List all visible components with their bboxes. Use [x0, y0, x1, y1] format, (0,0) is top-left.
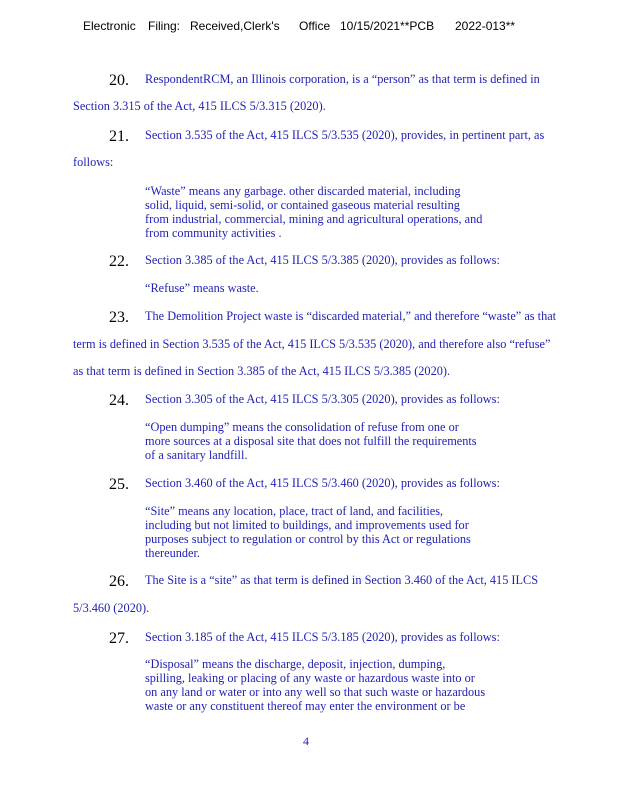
paragraph-text-line: Section 3.305 of the Act, 415 ILCS 5/3.305 (2020), provides as follows:: [145, 392, 500, 406]
paragraph-text-line: The Demolition Project waste is “discarded material,” and therefore “waste” as that: [145, 309, 557, 323]
block-quote-line: “Disposal” means the discharge, deposit, injection, dumping,: [145, 657, 446, 671]
paragraph-text-line: as that term is defined in Section 3.385 of the Act, 415 ILCS 5/3.385 (2020).: [73, 364, 451, 378]
paragraph-text-line: term is defined in Section 3.535 of the Act, 415 ILCS 5/3.535 (2020), and therefore also “refuse”: [73, 337, 551, 351]
stamp-electronic: Electronic: [83, 19, 136, 33]
block-quote-line: waste or any constituent thereof may enter the environment or be: [145, 699, 466, 713]
paragraph-text-line: Section 3.385 of the Act, 415 ILCS 5/3.385 (2020), provides as follows:: [145, 253, 500, 267]
stamp-received: Received,Clerk's: [190, 19, 280, 33]
paragraph-number: 21.: [109, 128, 129, 145]
paragraph-text-line: Section 3.460 of the Act, 415 ILCS 5/3.460 (2020), provides as follows:: [145, 476, 500, 490]
block-quote-line: “Open dumping” means the consolidation of refuse from one or: [145, 420, 459, 434]
paragraph-number: 20.: [109, 72, 129, 89]
paragraph-number: 27.: [109, 630, 129, 647]
paragraph-number: 22.: [109, 253, 129, 270]
block-quote-line: purposes subject to regulation or control by this Act or regulations: [145, 532, 471, 546]
block-quote-line: “Site” means any location, place, tract of land, and facilities,: [145, 504, 444, 518]
paragraph-text-line: Section 3.535 of the Act, 415 ILCS 5/3.535 (2020), provides, in pertinent part, as: [145, 128, 545, 142]
paragraph-text-line: Section 3.185 of the Act, 415 ILCS 5/3.185 (2020), provides as follows:: [145, 630, 500, 644]
stamp-office: Office: [299, 19, 331, 33]
block-quote-line: spilling, leaking or placing of any waste or hazardous waste into or: [145, 671, 475, 685]
block-quote-line: “Waste” means any garbage. other discarded material, including: [145, 184, 461, 198]
block-quote-line: including but not limited to buildings, and improvements used for: [145, 518, 469, 532]
paragraph-number: 24.: [109, 392, 129, 409]
block-quote-line: more sources at a disposal site that does not fulfill the requirements: [145, 434, 477, 448]
block-quote-line: on any land or water or into any well so that such waste or hazardous: [145, 685, 486, 699]
paragraph-number: 25.: [109, 476, 129, 493]
block-quote-line: from industrial, commercial, mining and agricultural operations, and: [145, 212, 483, 226]
paragraph-text-line: follows:: [73, 155, 114, 169]
paragraph-number: 26.: [109, 573, 129, 590]
page-number: 4: [303, 734, 309, 748]
block-quote-line: solid, liquid, semi-solid, or contained gaseous material resulting: [145, 198, 460, 212]
stamp-filing: Filing:: [148, 19, 181, 33]
paragraph-number: 23.: [109, 309, 129, 326]
filing-stamp-header: [0, 19, 618, 35]
block-quote-line: thereunder.: [145, 546, 200, 560]
block-quote-line: of a sanitary landfill.: [145, 448, 248, 462]
block-quote-line: “Refuse” means waste.: [145, 281, 259, 295]
paragraph-text-line: Section 3.315 of the Act, 415 ILCS 5/3.315 (2020).: [73, 99, 326, 113]
paragraph-text-line: 5/3.460 (2020).: [73, 601, 150, 615]
paragraph-text-line: The Site is a “site” as that term is defined in Section 3.460 of the Act, 415 ILCS: [145, 573, 539, 587]
paragraph-text-line: RespondentRCM, an Illinois corporation, is a “person” as that term is defined in: [145, 72, 540, 86]
stamp-case-number: 2022-013**: [455, 19, 516, 33]
stamp-date: 10/15/2021**PCB: [340, 19, 435, 33]
block-quote-line: from community activities .: [145, 226, 282, 240]
